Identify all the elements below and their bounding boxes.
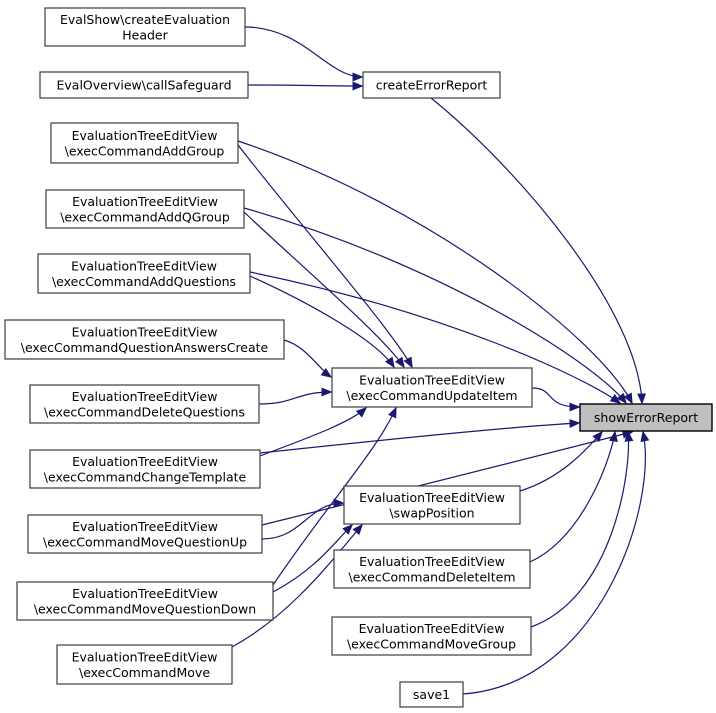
node-label-evalshow_header-line2: Header	[122, 27, 168, 43]
edge-delete_questions-to-update_item	[259, 392, 331, 404]
node-label-save1-line1: save1	[412, 687, 451, 702]
node-label-create_error_report-line1: createErrorReport	[375, 77, 488, 93]
graph-node-save1[interactable]	[400, 682, 463, 707]
graph-node-create_error_report[interactable]	[363, 72, 500, 98]
node-label-evalshow_header-line1: EvalShow\createEvaluation	[59, 11, 231, 27]
graph-node-update_item[interactable]	[332, 368, 532, 407]
node-label-delete_item-line1: EvaluationTreeEditView	[359, 553, 505, 569]
graph-node-move_question_down[interactable]	[17, 582, 273, 620]
node-label-add_questions-line1: EvaluationTreeEditView	[71, 258, 217, 274]
edges-layer	[232, 27, 645, 694]
graph-node-show_error_report[interactable]	[580, 404, 712, 431]
graph-node-evalshow_header[interactable]	[45, 8, 245, 46]
node-label-add_group-line1: EvaluationTreeEditView	[71, 127, 218, 143]
node-label-move_group-line2: \execCommandMoveGroup	[346, 636, 517, 652]
node-label-qanswers_create-line1: EvaluationTreeEditView	[71, 324, 218, 340]
node-label-swap_position-line2: \swapPosition	[389, 505, 475, 521]
graph-node-delete_questions[interactable]	[30, 385, 259, 423]
node-label-add_qgroup-line2: \execCommandAddQGroup	[60, 209, 230, 225]
graph-node-move[interactable]	[57, 645, 232, 684]
edge-delete_item-to-show_error_report	[530, 432, 615, 562]
node-label-qanswers_create-line2: \execCommandQuestionAnswersCreate	[20, 339, 269, 355]
nodes-layer	[5, 8, 712, 707]
edge-callsafeguard-to-create_error_report	[248, 85, 362, 86]
node-label-delete_questions-line2: \execCommandDeleteQuestions	[44, 404, 245, 420]
node-label-add_qgroup-line1: EvaluationTreeEditView	[72, 193, 218, 209]
node-label-move-line1: EvaluationTreeEditView	[71, 649, 218, 665]
node-label-show_error_report-line1: showErrorReport	[593, 410, 699, 425]
node-label-move_question_down-line1: EvaluationTreeEditView	[72, 585, 218, 601]
graph-node-qanswers_create[interactable]	[5, 320, 284, 359]
graph-node-add_questions[interactable]	[38, 254, 250, 293]
node-label-update_item-line1: EvaluationTreeEditView	[359, 372, 505, 388]
graph-node-swap_position[interactable]	[344, 486, 520, 524]
node-label-move_question_down-line2: \execCommandMoveQuestionDown	[33, 601, 257, 617]
node-label-move-line2: \execCommandMove	[78, 664, 211, 680]
graph-node-add_qgroup[interactable]	[46, 190, 244, 228]
edge-update_item-to-show_error_report	[532, 388, 579, 407]
edge-change_template-to-update_item	[260, 408, 366, 456]
graph-node-change_template[interactable]	[30, 450, 260, 488]
graph-node-move_group[interactable]	[332, 617, 531, 655]
node-label-move_question_up-line2: \execCommandMoveQuestionUp	[42, 534, 248, 550]
node-label-callsafeguard-line1: EvalOverview\callSafeguard	[56, 77, 232, 93]
edge-evalshow_header-to-create_error_report	[245, 27, 362, 77]
node-label-delete_questions-line1: EvaluationTreeEditView	[71, 388, 218, 404]
node-label-move_question_up-line1: EvaluationTreeEditView	[72, 518, 218, 534]
node-label-update_item-line2: \execCommandUpdateItem	[346, 387, 518, 403]
node-label-move_group-line1: EvaluationTreeEditView	[358, 620, 505, 636]
node-label-delete_item-line2: \execCommandDeleteItem	[348, 569, 516, 585]
graph-node-callsafeguard[interactable]	[40, 72, 248, 98]
node-label-add_questions-line2: \execCommandAddQuestions	[51, 273, 237, 289]
edge-add_group-to-show_error_report	[238, 141, 632, 403]
node-label-swap_position-line1: EvaluationTreeEditView	[359, 489, 505, 505]
node-label-add_group-line2: \execCommandAddGroup	[64, 143, 225, 159]
graph-node-delete_item[interactable]	[334, 550, 530, 588]
edge-swap_position-to-show_error_report	[520, 432, 602, 491]
graph-node-add_group[interactable]	[51, 123, 238, 163]
node-label-change_template-line2: \execCommandChangeTemplate	[43, 469, 247, 485]
graph-node-move_question_up[interactable]	[28, 515, 262, 553]
edge-qanswers_create-to-update_item	[284, 340, 331, 377]
node-label-change_template-line1: EvaluationTreeEditView	[72, 453, 218, 469]
edge-move_group-to-show_error_report	[531, 432, 628, 627]
